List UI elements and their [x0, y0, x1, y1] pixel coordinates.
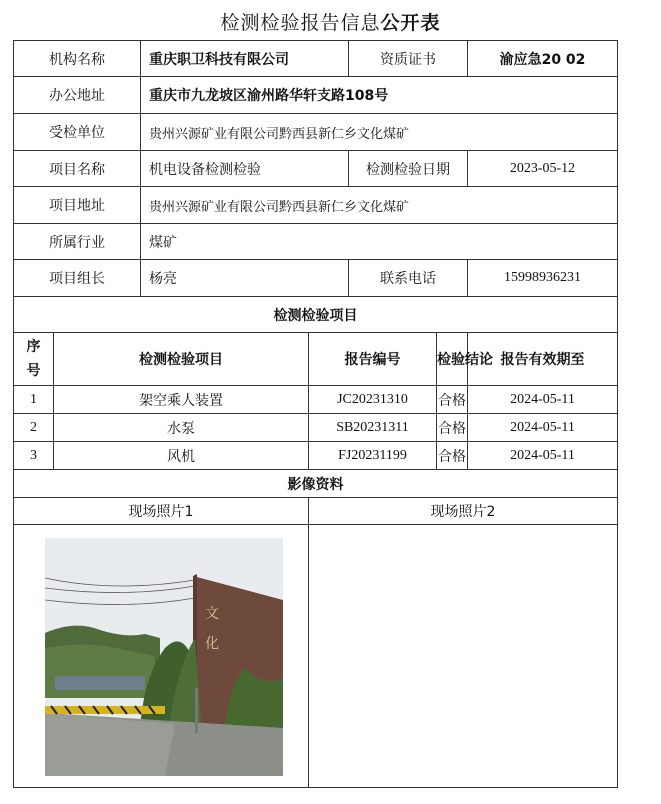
leader-value: 杨亮 — [141, 260, 349, 297]
phone-label: 联系电话 — [349, 260, 468, 297]
photo-label-row — [14, 498, 618, 525]
table-row — [14, 386, 618, 414]
seq-cell: 1 — [14, 386, 54, 414]
project-value: 机电设备检测检验 — [141, 151, 349, 187]
valid-cell: 2024-05-11 — [468, 442, 618, 470]
phone-value: 15998936231 — [468, 260, 618, 297]
header-seq: 序号 — [14, 333, 54, 386]
photo-cell-2 — [309, 525, 618, 788]
industry-label: 所属行业 — [14, 224, 141, 260]
row-media-section — [14, 470, 618, 498]
row-leader — [14, 260, 618, 297]
item-cell: 架空乘人装置 — [54, 386, 309, 414]
table-row — [14, 414, 618, 442]
table-row — [14, 442, 618, 470]
date-label: 检测检验日期 — [349, 151, 468, 187]
project-label: 项目名称 — [14, 151, 141, 187]
org-label: 机构名称 — [14, 41, 141, 77]
item-cell: 水泵 — [54, 414, 309, 442]
items-section-title: 检测检验项目 — [14, 297, 618, 333]
paddr-label: 项目地址 — [14, 187, 141, 224]
org-value: 重庆职卫科技有限公司 — [141, 41, 349, 77]
site-photo-1 — [45, 538, 283, 776]
client-value: 贵州兴源矿业有限公司黔西县新仁乡文化煤矿 — [141, 114, 618, 151]
header-item: 检测检验项目 — [54, 333, 309, 386]
addr-value: 重庆市九龙坡区渝州路华轩支路108号 — [141, 77, 618, 114]
date-value: 2023-05-12 — [468, 151, 618, 187]
photo-label-2: 现场照片2 — [309, 498, 618, 525]
client-label: 受检单位 — [14, 114, 141, 151]
cert-label: 资质证书 — [349, 41, 468, 77]
photo-label-1: 现场照片1 — [14, 498, 309, 525]
seq-cell: 2 — [14, 414, 54, 442]
report-cell: JC20231310 — [309, 386, 437, 414]
svg-text:文: 文 — [205, 606, 219, 622]
row-client — [14, 114, 618, 151]
page-title — [0, 8, 661, 35]
report-cell: FJ20231199 — [309, 442, 437, 470]
item-cell: 风机 — [54, 442, 309, 470]
row-industry — [14, 224, 618, 260]
leader-label: 项目组长 — [14, 260, 141, 297]
seq-cell: 3 — [14, 442, 54, 470]
row-org — [14, 41, 618, 77]
cert-value: 渝应急20 02 — [468, 41, 618, 77]
valid-cell: 2024-05-11 — [468, 414, 618, 442]
row-address — [14, 77, 618, 114]
paddr-value: 贵州兴源矿业有限公司黔西县新仁乡文化煤矿 — [141, 187, 618, 224]
addr-label: 办公地址 — [14, 77, 141, 114]
svg-text:化: 化 — [205, 636, 219, 652]
row-project — [14, 151, 618, 187]
header-result: 检验结论 — [437, 333, 468, 386]
header-report: 报告编号 — [309, 333, 437, 386]
industry-value: 煤矿 — [141, 224, 618, 260]
result-cell: 合格 — [437, 386, 468, 414]
valid-cell: 2024-05-11 — [468, 386, 618, 414]
site-photo-illustration — [45, 538, 283, 776]
header-valid: 报告有效期至 — [468, 333, 618, 386]
media-section-title: 影像资料 — [14, 470, 618, 498]
row-project-address — [14, 187, 618, 224]
title-bold: 公开表 — [380, 12, 441, 34]
title-normal: 检测检验报告信息 — [220, 12, 381, 34]
report-cell: SB20231311 — [309, 414, 437, 442]
result-cell: 合格 — [437, 414, 468, 442]
row-items-section — [14, 297, 618, 333]
result-cell: 合格 — [437, 442, 468, 470]
items-header-row — [14, 333, 618, 386]
